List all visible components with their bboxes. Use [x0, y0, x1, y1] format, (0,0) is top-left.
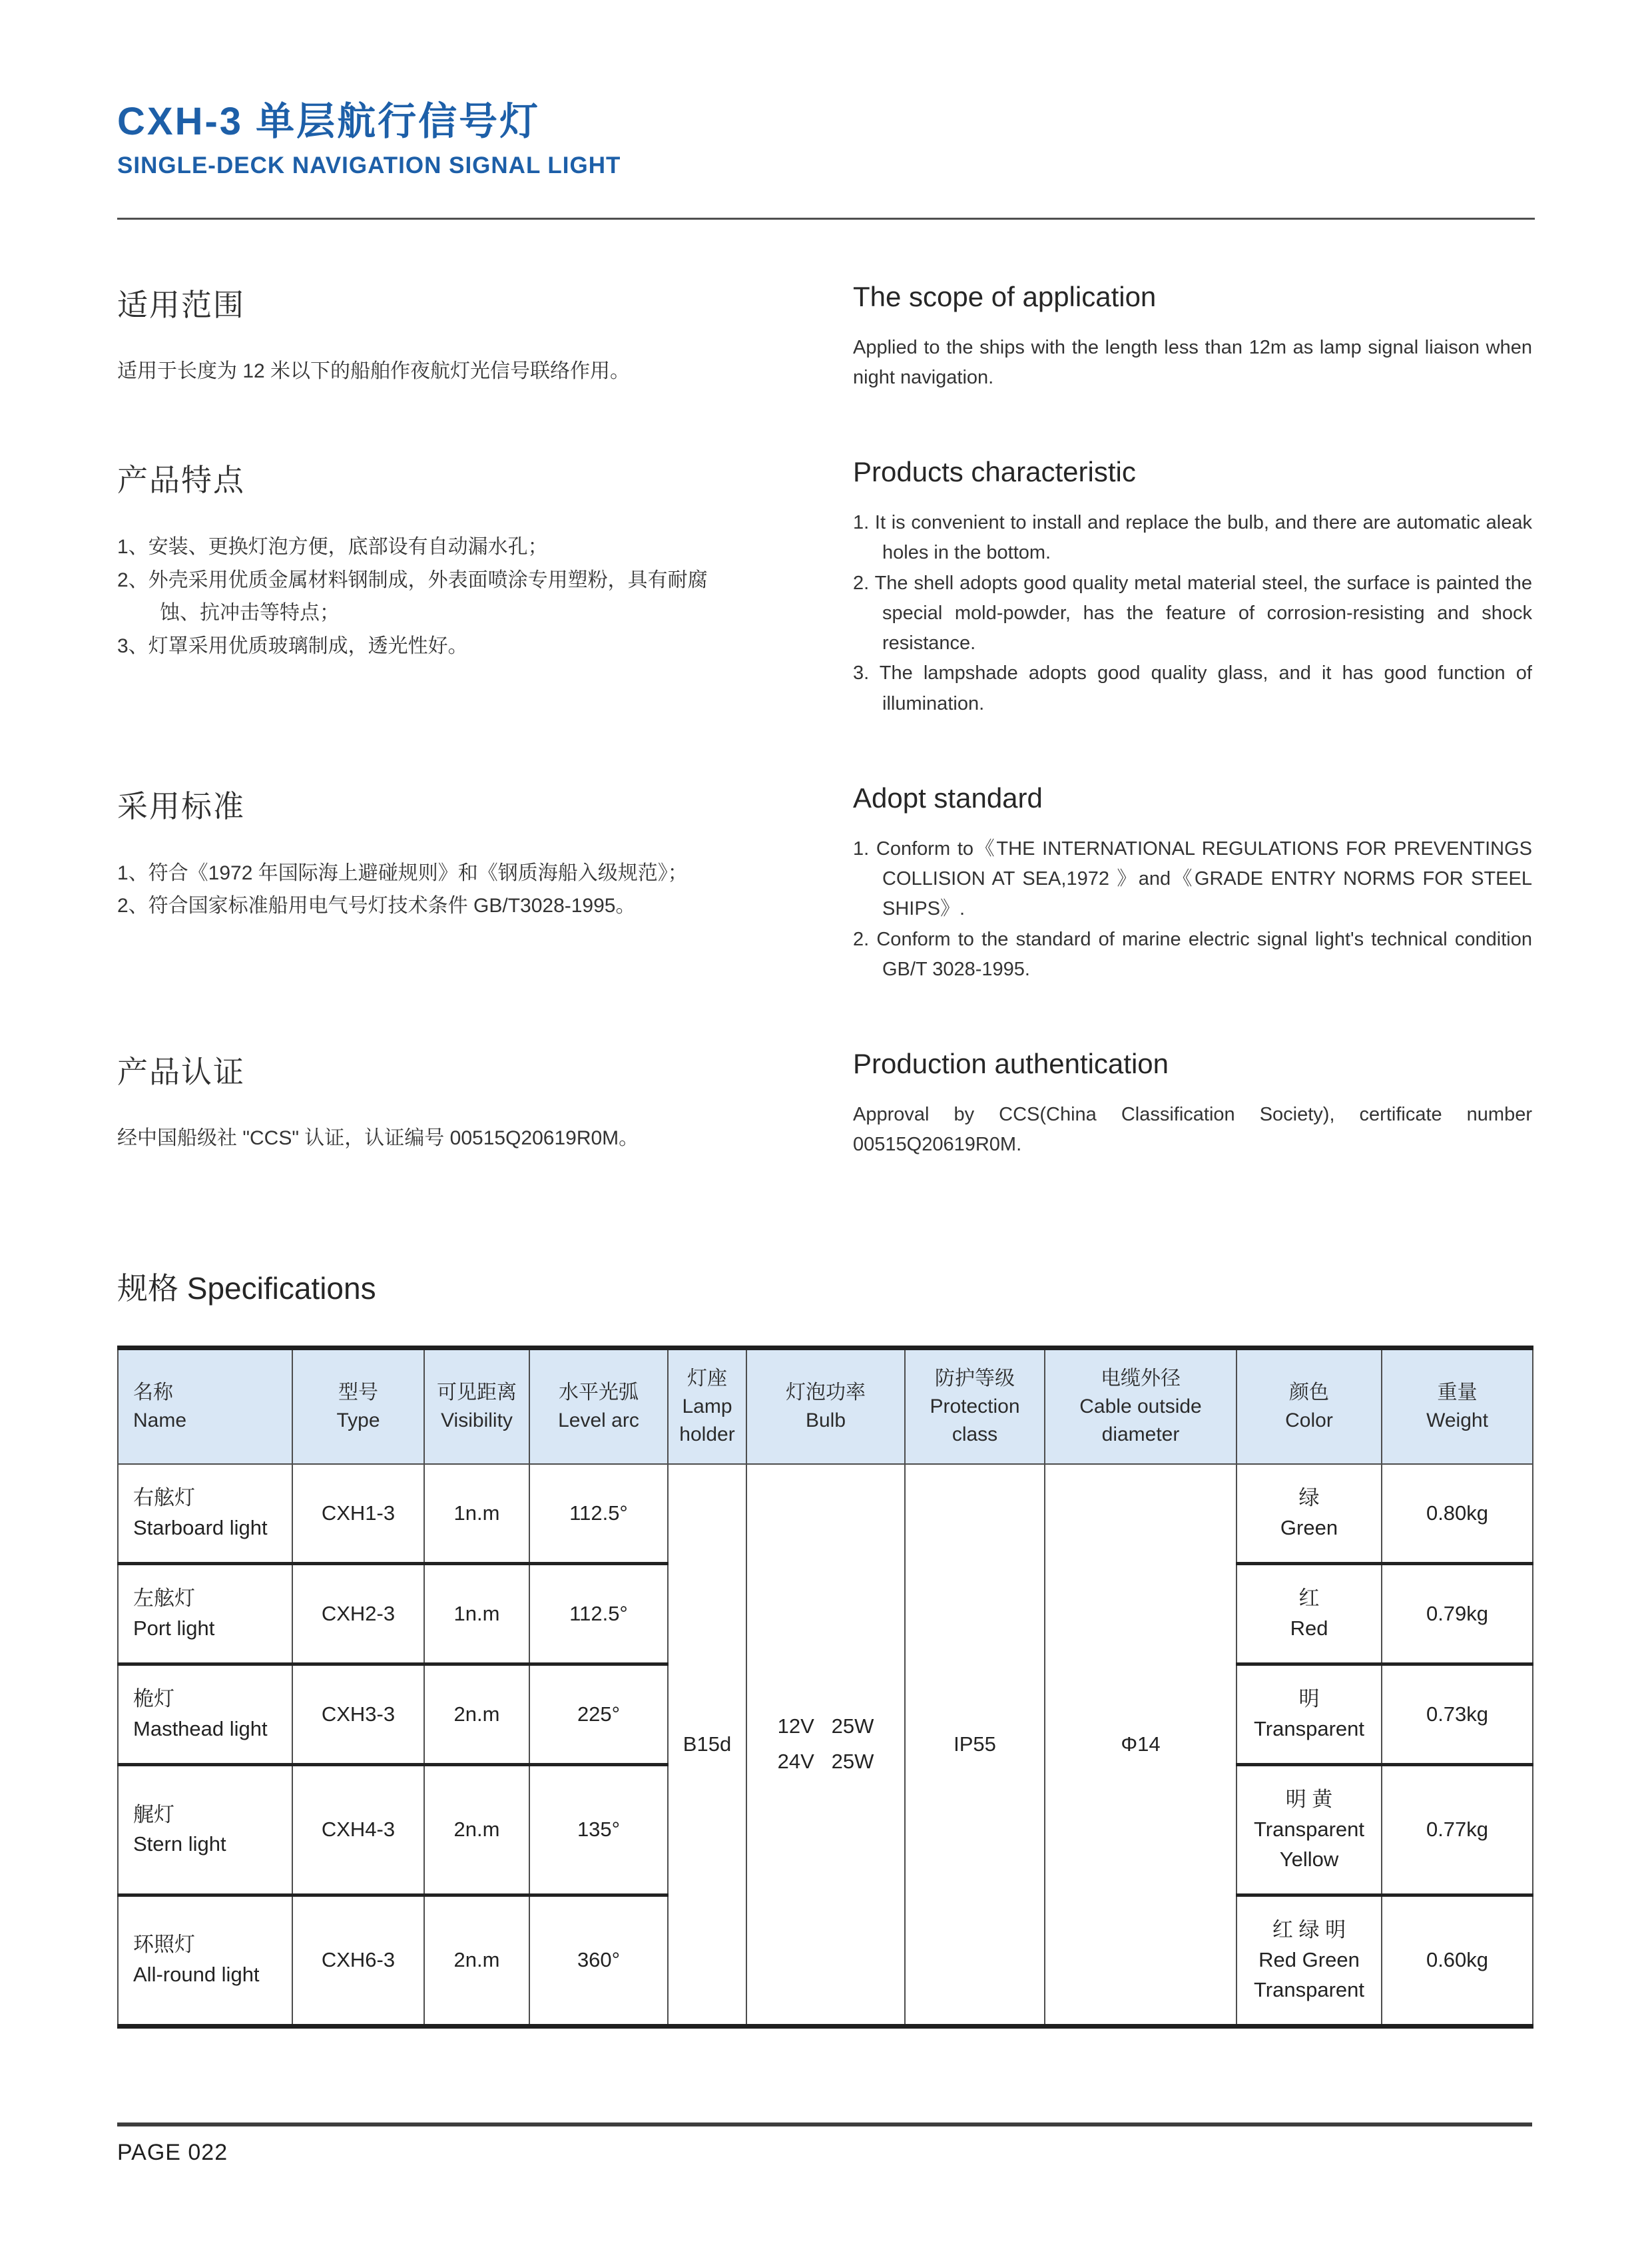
header-visibility-zh: 可见距离 [437, 1381, 517, 1404]
characteristic-item-en: 3. The lampshade adopts good quality glass, and it has good function of illumination. [853, 662, 1532, 714]
header-weight-zh: 重量 [1437, 1381, 1478, 1404]
header-cable-zh: 电缆外径 [1101, 1368, 1181, 1390]
cell-color-zh: 红 绿 明 [1272, 1917, 1346, 1941]
header-level-arc-zh: 水平光弧 [559, 1381, 639, 1404]
specifications-table [117, 1346, 1533, 2028]
cell-type: CXH3-3 [292, 1664, 424, 1765]
cell-cable-merged: Φ14 [1045, 1464, 1237, 2026]
section-grid [117, 281, 1535, 1224]
cell-visibility: 2n.m [424, 1765, 529, 1895]
header-cell-color [1237, 1348, 1382, 1465]
cell-color-zh: 绿 [1298, 1486, 1320, 1510]
cell-color-en: Red [1290, 1617, 1328, 1640]
scope-heading-zh: 适用范围 [117, 287, 245, 322]
page-number: PAGE 022 [117, 2140, 228, 2165]
authentication-body-en: Approval by CCS(China Classification Society), certificate number 00515Q20619R0M. [853, 1103, 1532, 1156]
scope-body-zh: 适用于长度为 12 米以下的船舶作夜航灯光信号联络作用。 [117, 360, 631, 382]
cell-name [118, 1664, 292, 1765]
table-row-starboard [118, 1464, 1533, 1563]
characteristic-item-zh: 1、安装、更换灯泡方便，底部设有自动漏水孔； [117, 536, 548, 559]
scope-body-en: Applied to the ships with the length less than 12m as lamp signal liaison when night navigation. [853, 336, 1532, 388]
standard-item-zh: 2、符合国家标准船用电气号灯技术条件 GB/T3028-1995。 [117, 895, 636, 917]
cell-color-en: Transparent [1254, 1717, 1364, 1741]
cell-color-zh: 明 黄 [1285, 1788, 1333, 1812]
standard-heading-en: Adopt standard [853, 782, 1043, 814]
cell-name-zh: 右舷灯 [133, 1486, 195, 1510]
header-type-en: Type [336, 1409, 380, 1432]
section-scope-zh [117, 281, 733, 393]
header-lamp-holder-zh: 灯座 [687, 1368, 727, 1390]
cell-color [1237, 1664, 1382, 1765]
cell-name-en: All-round light [133, 1963, 260, 1987]
cell-color-zh: 明 [1298, 1687, 1320, 1711]
cell-name-en: Port light [133, 1617, 215, 1640]
authentication-heading-en: Production authentication [853, 1047, 1169, 1079]
header-weight-en: Weight [1426, 1409, 1488, 1432]
header-cell-type [292, 1348, 424, 1465]
section-standard-zh [117, 782, 733, 985]
header-cell-cable [1045, 1348, 1237, 1465]
cell-name [118, 1464, 292, 1563]
cell-type: CXH2-3 [292, 1564, 424, 1664]
section-authentication-en [853, 1048, 1532, 1160]
scope-heading-en: The scope of application [853, 280, 1157, 312]
cell-protection-merged: IP55 [905, 1464, 1045, 2026]
bulb-12v: 12V 25W [777, 1714, 874, 1738]
bulb-24v: 24V 25W [777, 1750, 874, 1774]
header-cell-visibility [424, 1348, 529, 1465]
header-cell-name [118, 1348, 292, 1465]
cell-visibility: 2n.m [424, 1664, 529, 1765]
cell-name-zh: 艉灯 [133, 1802, 174, 1826]
cell-name-zh: 桅灯 [133, 1687, 174, 1711]
authentication-heading-zh: 产品认证 [117, 1054, 245, 1089]
header-cell-bulb [746, 1348, 905, 1465]
page-footer [117, 2122, 1532, 2166]
cell-name [118, 1765, 292, 1895]
header-type-zh: 型号 [338, 1381, 378, 1404]
header-cell-protection [905, 1348, 1045, 1465]
characteristic-item-zh: 2、外壳采用优质金属材料钢制成，外表面喷涂专用塑粉，具有耐腐蚀、抗冲击等特点； [117, 569, 708, 624]
cell-name-en: Starboard light [133, 1516, 268, 1540]
header-cell-lamp-holder [668, 1348, 746, 1465]
standard-item-zh: 1、符合《1972 年国际海上避碰规则》和《钢质海船入级规范》； [117, 862, 688, 884]
header-protection-zh: 防护等级 [935, 1368, 1015, 1390]
header-bulb-en: Bulb [805, 1409, 846, 1432]
cell-weight: 0.77kg [1382, 1765, 1533, 1895]
cell-bulb-merged [746, 1464, 905, 2026]
cell-level-arc: 135° [529, 1765, 668, 1895]
standard-item-en: 1. Conform to《THE INTERNATIONAL REGULATIONS FOR PREVENTINGS COLLISION AT SEA,1972 》and《GRADE ENTRY NORMS FOR STEEL SHIPS》. [853, 838, 1532, 920]
cell-weight: 0.60kg [1382, 1895, 1533, 2026]
cell-name-en: Stern light [133, 1832, 226, 1856]
page-title: CXH-3 单层航行信号灯 [117, 100, 541, 143]
cell-color-en: Green [1280, 1516, 1338, 1540]
cell-color [1237, 1895, 1382, 2026]
cell-color [1237, 1765, 1382, 1895]
header-lamp-holder-en: Lamp holder [679, 1395, 735, 1446]
cell-name [118, 1895, 292, 2026]
header-cell-weight [1382, 1348, 1533, 1465]
cell-visibility: 1n.m [424, 1464, 529, 1563]
header-protection-en: Protection class [930, 1395, 1020, 1446]
authentication-body-zh: 经中国船级社 "CCS" 认证，认证编号 00515Q20619R0M。 [117, 1126, 639, 1149]
header-color-en: Color [1285, 1409, 1333, 1432]
cell-color-en: Red Green Transparent [1254, 1947, 1364, 2001]
cell-level-arc: 225° [529, 1664, 668, 1765]
cell-color [1237, 1564, 1382, 1664]
cell-color-en: Transparent Yellow [1254, 1818, 1364, 1871]
section-scope-en [853, 281, 1532, 393]
header-visibility-en: Visibility [441, 1409, 513, 1432]
header-name-zh: 名称 [133, 1381, 173, 1404]
cell-level-arc: 112.5° [529, 1564, 668, 1664]
characteristic-item-en: 2. The shell adopts good quality metal material steel, the surface is painted the special mold-powder, has the feature of corrosion-resisting and shock resistance. [853, 572, 1532, 654]
section-standard-en [853, 782, 1532, 985]
cell-level-arc: 360° [529, 1895, 668, 2026]
cell-type: CXH1-3 [292, 1464, 424, 1563]
standard-item-en: 2. Conform to the standard of marine electric signal light's technical condition GB/T 3028-1995. [853, 928, 1532, 980]
header-color-zh: 颜色 [1289, 1381, 1329, 1404]
header-level-arc-en: Level arc [558, 1409, 639, 1432]
cell-color [1237, 1464, 1382, 1563]
header-bulb-zh: 灯泡功率 [786, 1381, 866, 1404]
cell-visibility: 1n.m [424, 1564, 529, 1664]
characteristic-item-en: 1. It is convenient to install and replace the bulb, and there are automatic aleak holes in the bottom. [853, 512, 1532, 564]
specifications-heading: 规格 Specifications [117, 1271, 376, 1306]
characteristic-heading-en: Products characteristic [853, 456, 1136, 488]
cell-name-zh: 左舷灯 [133, 1587, 195, 1611]
page-subtitle: SINGLE-DECK NAVIGATION SIGNAL LIGHT [117, 152, 621, 178]
characteristic-heading-zh: 产品特点 [117, 463, 245, 498]
cell-weight: 0.73kg [1382, 1664, 1533, 1765]
section-characteristic-zh [117, 456, 733, 719]
cell-name-en: Masthead light [133, 1717, 268, 1741]
cell-level-arc: 112.5° [529, 1464, 668, 1563]
cell-name [118, 1564, 292, 1664]
cell-weight: 0.79kg [1382, 1564, 1533, 1664]
cell-type: CXH6-3 [292, 1895, 424, 2026]
cell-name-zh: 环照灯 [133, 1933, 195, 1957]
cell-color-zh: 红 [1298, 1587, 1320, 1611]
title-divider [117, 218, 1535, 220]
header-cable-en: Cable outside diameter [1079, 1395, 1202, 1446]
section-authentication-zh [117, 1048, 733, 1160]
header-cell-level-arc [529, 1348, 668, 1465]
standard-heading-zh: 采用标准 [117, 788, 245, 824]
table-header-row [118, 1348, 1533, 1465]
cell-visibility: 2n.m [424, 1895, 529, 2026]
section-characteristic-en [853, 456, 1532, 719]
cell-weight: 0.80kg [1382, 1464, 1533, 1563]
characteristic-item-zh: 3、灯罩采用优质玻璃制成，透光性好。 [117, 634, 468, 657]
cell-type: CXH4-3 [292, 1765, 424, 1895]
cell-lamp-holder-merged: B15d [668, 1464, 746, 2026]
header-name-en: Name [133, 1409, 187, 1432]
